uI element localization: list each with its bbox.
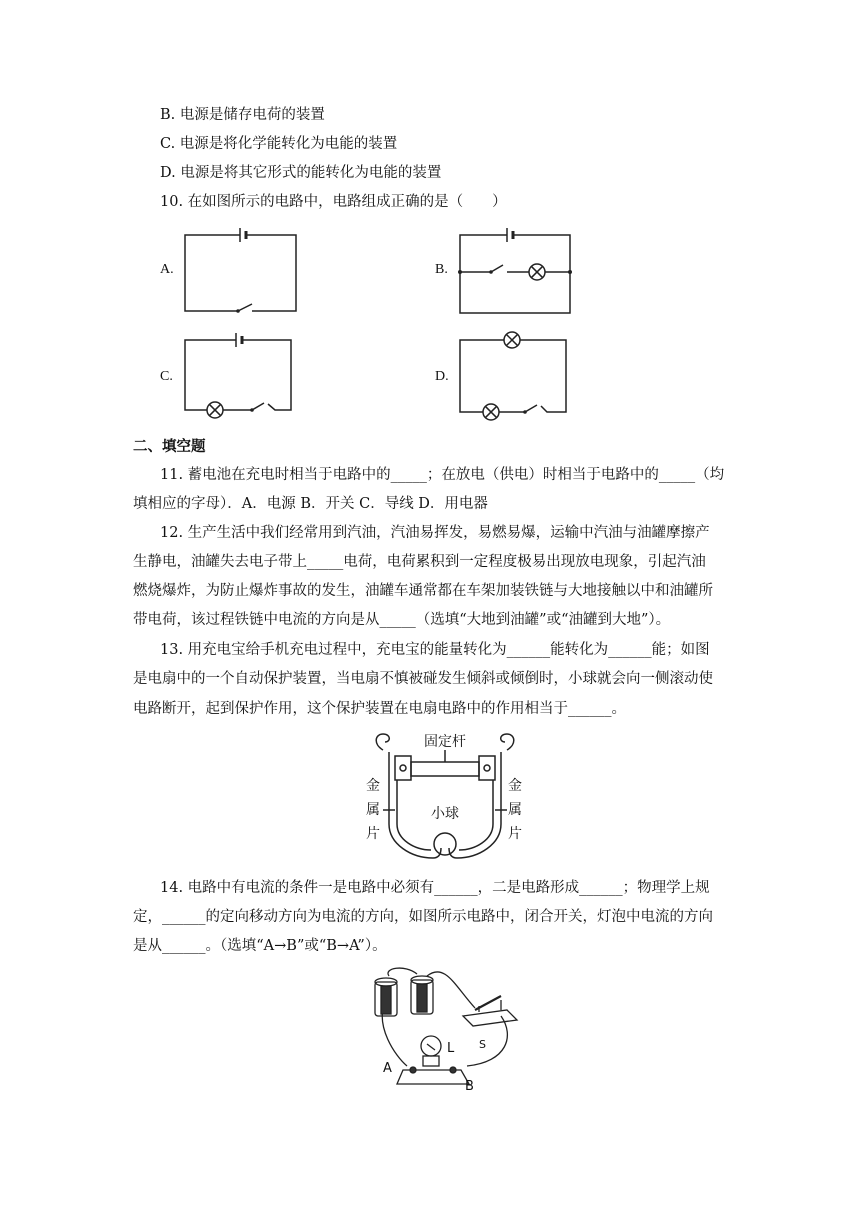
tilt-protection-device-figure	[365, 728, 525, 864]
circuit-diagram-c	[180, 330, 305, 425]
question-14-line-1: 14. 电路中有电流的条件一是电路中必须有______，二是电路形成______；物理学上规	[160, 880, 710, 896]
label-right-metal-1: 金	[508, 778, 522, 794]
circuit-diagram-a	[180, 225, 305, 320]
question-12-line-1: 12. 生产生活中我们经常用到汽油，汽油易挥发，易燃易爆，运输中汽油与油罐摩擦产	[160, 525, 710, 541]
label-ball: 小球	[431, 806, 459, 822]
question-11-line-2: 填相应的字母）．A．电源 B．开关 C．导线 D．用电器	[133, 496, 488, 512]
question-13-line-1: 13. 用充电宝给手机充电过程中，充电宝的能量转化为______能转化为______能；如图	[160, 642, 710, 658]
option-b: B. 电源是储存电荷的装置	[160, 107, 325, 123]
label-terminal-a: A	[383, 1061, 392, 1076]
question-10-stem: 10. 在如图所示的电路中，电路组成正确的是（ ）	[160, 194, 507, 210]
label-left-metal-1: 金	[366, 778, 380, 794]
question-13-line-3: 电路断开，起到保护作用，这个保护装置在电扇电路中的作用相当于______。	[133, 701, 626, 717]
q10-label-b: B.	[435, 262, 448, 277]
circuit-diagram-b	[455, 225, 580, 320]
question-11-line-1: 11. 蓄电池在充电时相当于电路中的_____；在放电（供电）时相当于电路中的_____（均	[160, 467, 725, 483]
question-12-line-3: 燃烧爆炸，为防止爆炸事故的发生，油罐车通常都在车架加装铁链与大地接触以中和油罐所	[133, 583, 713, 599]
label-bulb-l: L	[447, 1041, 455, 1056]
option-d: D. 电源是将其它形式的能转化为电能的装置	[160, 165, 442, 181]
q10-label-d: D.	[435, 369, 449, 384]
question-14-line-2: 定，______的定向移动方向为电流的方向，如图所示电路中，闭合开关，灯泡中电流的方向	[133, 909, 713, 925]
circuit-photo-figure	[375, 966, 525, 1094]
label-fixed-rod: 固定杆	[424, 734, 466, 750]
question-12-line-2: 生静电，油罐失去电子带上_____电荷，电荷累积到一定程度极易出现放电现象，引起汽油	[133, 554, 706, 570]
label-left-metal-3: 片	[366, 826, 380, 842]
label-terminal-b: B	[465, 1079, 474, 1094]
label-switch-s: S	[479, 1038, 486, 1051]
label-right-metal-3: 片	[508, 826, 522, 842]
circuit-diagram-d	[455, 330, 580, 425]
section-heading-fill-blank: 二、填空题	[133, 438, 206, 455]
question-12-line-4: 带电荷，该过程铁链中电流的方向是从_____（选填“大地到油罐”或“油罐到大地”）。	[133, 612, 671, 628]
question-13-line-2: 是电扇中的一个自动保护装置，当电扇不慎被碰发生倾斜或倾倒时，小球就会向一侧滚动使	[133, 671, 713, 687]
label-right-metal-2: 属	[508, 802, 522, 818]
question-14-line-3: 是从______。（选填“A→B”或“B→A”）。	[133, 938, 387, 954]
label-left-metal-2: 属	[366, 802, 380, 818]
option-c: C. 电源是将化学能转化为电能的装置	[160, 136, 398, 152]
q10-label-a: A.	[160, 262, 174, 277]
q10-label-c: C.	[160, 369, 173, 384]
